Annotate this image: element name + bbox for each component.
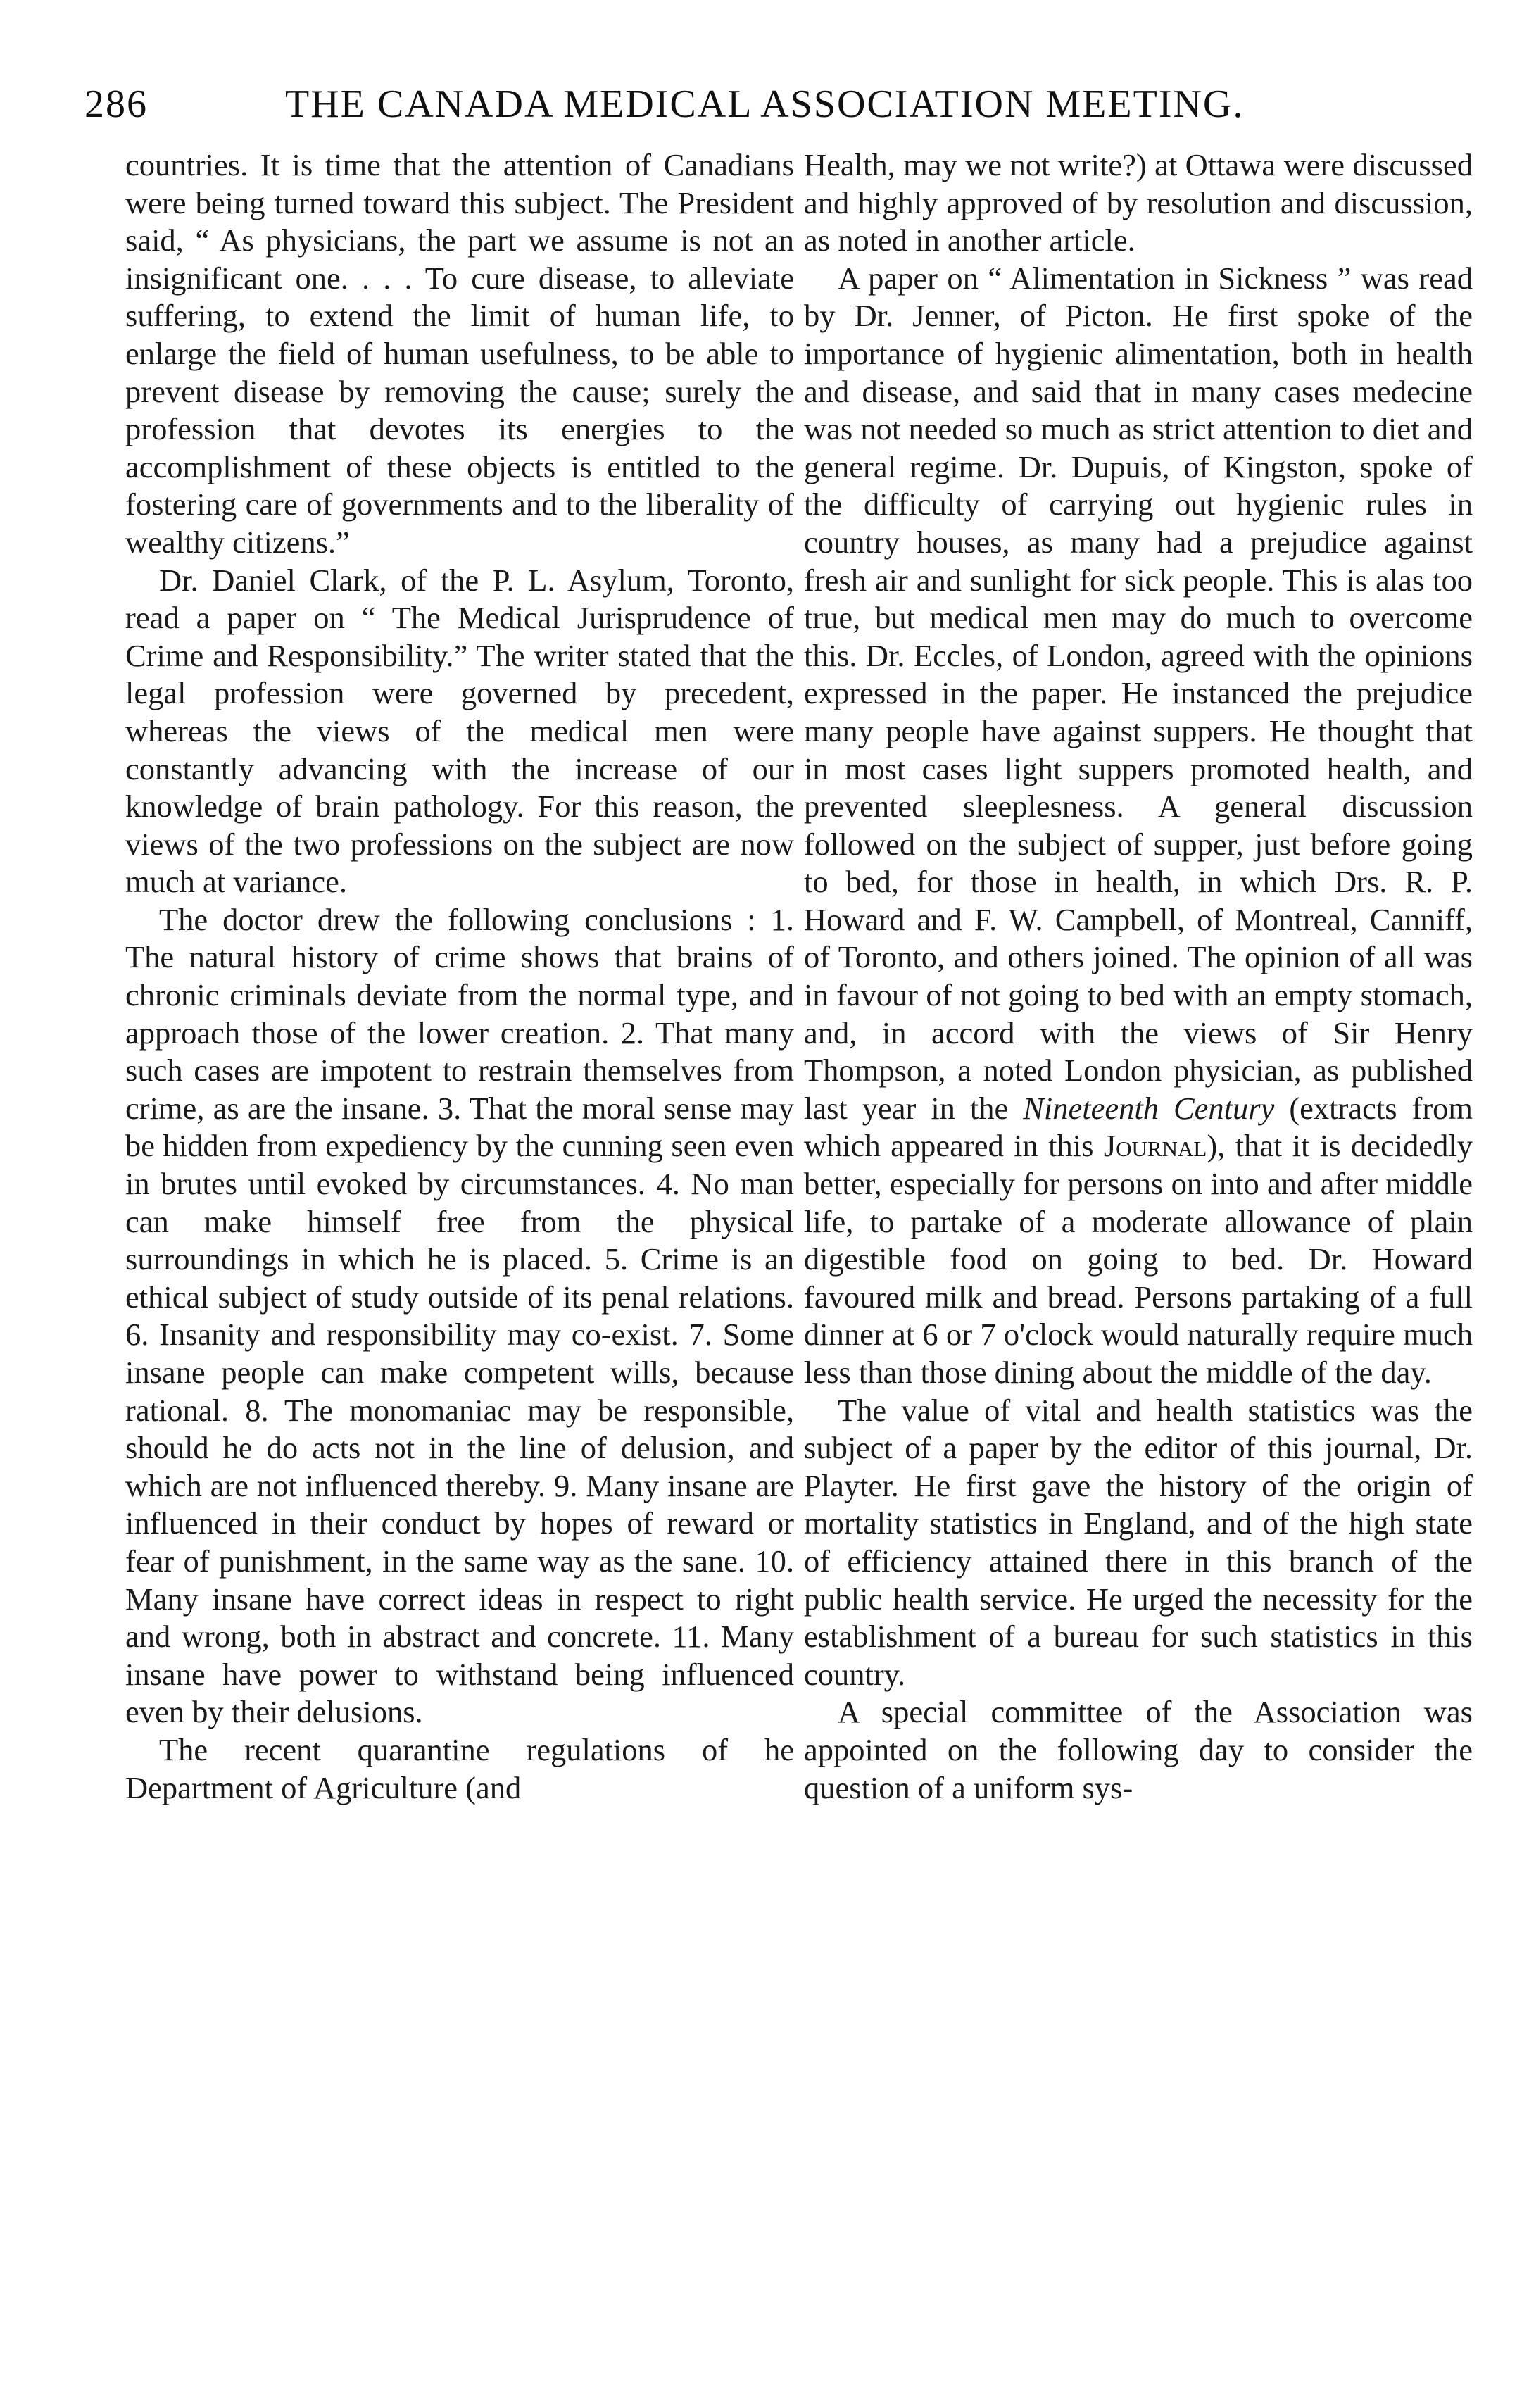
running-head (84, 76, 1452, 132)
right-column (804, 146, 1473, 1807)
paragraph-left-3: The doctor drew the following conclusions : 1. The natural history of crime shows that brains of chronic criminals deviate from the normal type, and approach those of the lower creation. 2. That many such cases are impotent to restrain themselves from crime, as are the insane. 3. That the moral sense may be hidden from expediency by the cunning seen even in brutes until evoked by circumstances. 4. No man can make himself free from the physical surroundings in which he is placed. 5. Crime is an ethical subject of study outside of its penal relations. 6. Insanity and responsibility may co-exist. 7. Some insane people can make competent wills, because rational. 8. The monomaniac may be responsible, should he do acts not in the line of delusion, and which are not influenced thereby. 9. Many insane are influenced in their conduct by hopes of reward or fear of punishment, in the same way as the sane. 10. Many insane have correct ideas in respect to right and wrong, both in abstract and concrete. 11. Many insane have power to withstand being influenced even by their delusions. (125, 901, 794, 1730)
page-number: 286 (84, 82, 148, 126)
left-column (125, 146, 794, 1807)
paragraph-right-2-text: A paper on “ Alimentation in Sickness ” was read by Dr. Jenner, of Picton. He first spoke of the importance of hygienic alimentation, both in health and disease, and said that in many cases medecine was not needed so much as strict attention to diet and general regime. Dr. Dupuis, of Kingston, spoke of the difficulty of carrying out hygienic rules in country houses, as many had a prejudice against fresh air and sunlight for sick people. This is alas too true, but medical men may do much to overcome this. Dr. Eccles, of London, agreed with the opinions expressed in the paper. He instanced the prejudice many people have against suppers. He thought that in most cases light suppers promoted health, and prevented sleeplesness. A general discussion followed on the subject of supper, just before going to bed, for those in health, in which Drs. R. P. Howard and F. W. Campbell, of Montreal, Canniff, of Toronto, and others joined. The opinion of all was in favour of not going to bed with an empty stomach, and, in accord with the views of Sir Henry Thompson, a noted London physician, as published last year in the (804, 260, 1473, 1126)
paragraph-right-4: A special committee of the Association was appointed on the following day to consider the question of a uniform sys- (804, 1694, 1473, 1805)
paragraph-left-1: countries. It is time that the attention of Canadians were being turned toward this subject. The President said, “ As physicians, the part we assume is not an insignificant one. . . . To cure disease, to alleviate suffering, to extend the limit of human life, to enlarge the field of human usefulness, to be able to prevent disease by removing the cause; surely the profession that devotes its energies to the accomplishment of these objects is entitled to the fostering care of governments and to the liberality of wealthy citizens.” (125, 147, 794, 560)
paragraph-right-2-mid: (extracts from which appeared in this (804, 1090, 1473, 1164)
paragraph-right-3: The value of vital and health statistics was the subject of a paper by the editor of this journal, Dr. Playter. He first gave the history of the origin of mortality statistics in England, and of the high state of efficiency attained there in this branch of the public health service. He urged the necessity for the establishment of a bureau for such statistics in this country. (804, 1392, 1473, 1692)
journal-word: Journal (1103, 1128, 1207, 1164)
periodical-title: Nineteenth Century (1023, 1090, 1275, 1126)
paragraph-left-2: Dr. Daniel Clark, of the P. L. Asylum, Toronto, read a paper on “ The Medical Jurisprudence of Crime and Responsibility.” The writer stated that the legal profession were governed by precedent, whereas the views of the medical men were constantly advancing with the increase of our knowledge of brain pathology. For this reason, the views of the two professions on the subject are now much at variance. (125, 562, 794, 900)
paragraph-right-2 (804, 260, 1473, 1392)
paragraph-right-2-end: ), that it is decidedly better, especially for persons on into and after middle life, to partake of a moderate allowance of plain digestible food on going to bed. Dr. Howard favoured milk and bread. Persons partaking of a full dinner at 6 or 7 o'clock would naturally require much less than those dining about the middle of the day. (804, 1128, 1473, 1390)
paragraph-right-1: Health, may we not write?) at Ottawa were discussed and highly approved of by resolution and discussion, as noted in another article. (804, 147, 1473, 258)
paragraph-left-4: The recent quarantine regulations of he Department of Agriculture (and (125, 1731, 794, 1805)
running-title: THE CANADA MEDICAL ASSOCIATION MEETING. (285, 82, 1245, 126)
